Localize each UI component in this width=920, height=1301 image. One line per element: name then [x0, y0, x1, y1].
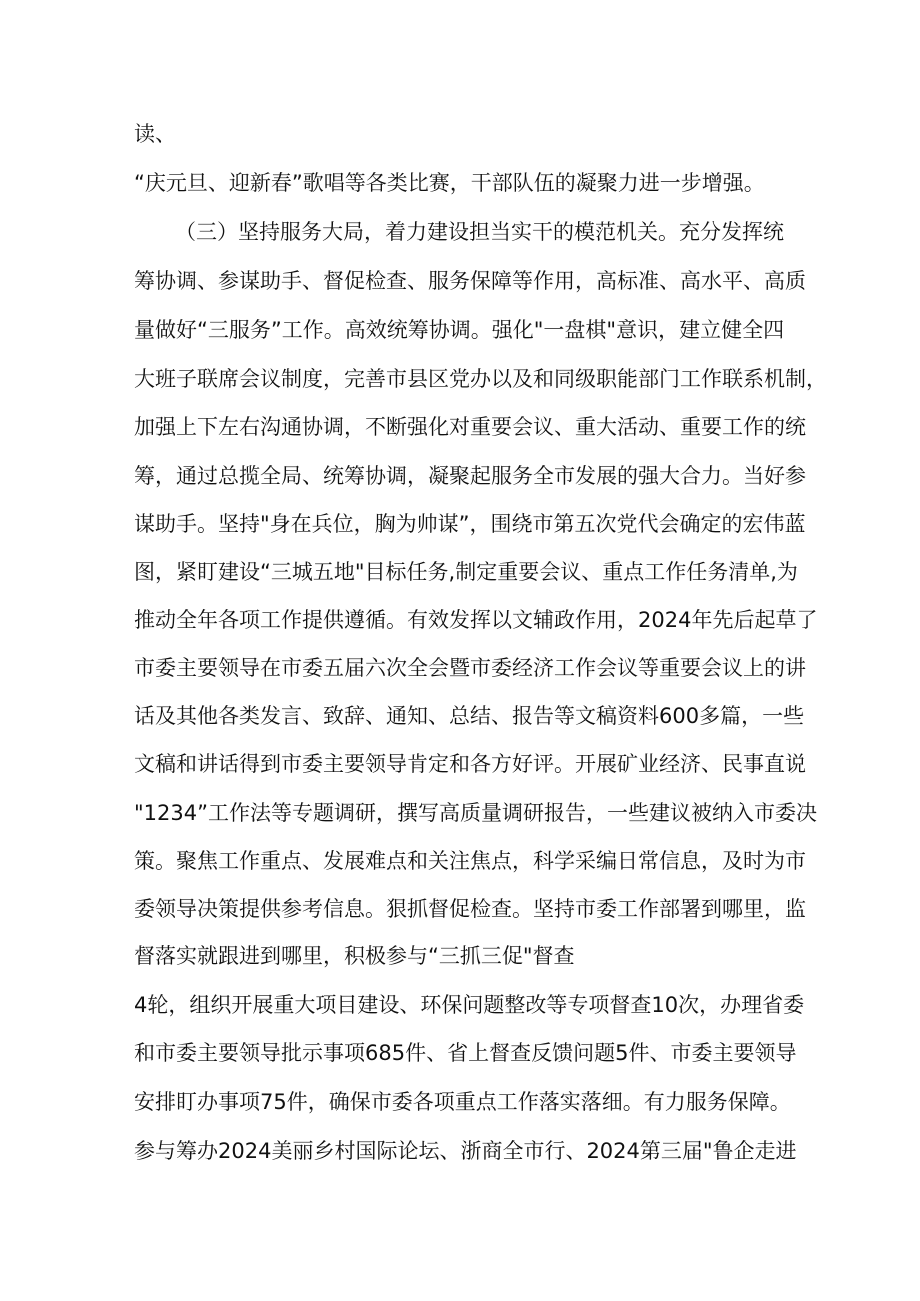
text-line: 推动全年各项工作提供遵循。有效发挥以文辅政作用，2024年先后起草了	[134, 608, 818, 632]
text-line: 加强上下左右沟通协调，不断强化对重要会议、重大活动、重要工作的统	[134, 415, 806, 439]
text-line: 话及其他各类发言、致辞、通知、总结、报告等文稿资料600多篇，一些	[134, 704, 805, 728]
text-line: 4轮，组织开展重大项目建设、环保问题整改等专项督查10次，办理省委	[134, 993, 805, 1017]
text-line: 安排盯办事项75件，确保市委各项重点工作落实落细。有力服务保障。	[134, 1090, 791, 1114]
text-line: 筹，通过总揽全局、统筹协调，凝聚起服务全市发展的强大合力。当好参	[134, 464, 806, 488]
text-line: 参与筹办2024美丽乡村国际论坛、浙商全市行、2024第三届"鲁企走进	[134, 1139, 797, 1163]
text-line: 和市委主要领导批示事项685件、省上督查反馈问题5件、市委主要领导	[134, 1041, 797, 1065]
text-line: 量做好“三服务”工作。高效统筹协调。强化"一盘棋"意识，建立健全四	[134, 318, 785, 342]
text-line: “庆元旦、迎新春”歌唱等各类比赛，干部队伍的凝聚力进一步增强。	[134, 171, 765, 195]
text-line: 市委主要领导在市委五届六次全会暨市委经济工作会议等重要会议上的讲	[134, 656, 806, 680]
text-line: （三）坚持服务大局，着力建设担当实干的模范机关。充分发挥统	[175, 220, 784, 244]
text-line: 文稿和讲话得到市委主要领导肯定和各方好评。开展矿业经济、民事直说	[134, 752, 806, 776]
text-line: 谋助手。坚持"身在兵位，胸为帅谋”，围绕市第五次党代会确定的宏伟蓝	[134, 512, 806, 536]
text-line: 大班子联席会议制度，完善市县区党办以及和同级职能部门工作联系机制，	[134, 367, 827, 391]
text-line: 读、	[134, 122, 176, 146]
text-line: "1234”工作法等专题调研，撰写高质量调研报告，一些建议被纳入市委决	[134, 801, 817, 825]
text-line: 策。聚焦工作重点、发展难点和关注焦点，科学采编日常信息，及时为市	[134, 849, 806, 873]
text-line: 督落实就跟进到哪里，积极参与“三抓三促"督查	[134, 944, 575, 968]
text-line: 图，紧盯建设“三城五地"目标任务,制定重要会议、重点工作任务清单,为	[134, 560, 798, 584]
text-line: 筹协调、参谋助手、督促检查、服务保障等作用，高标准、高水平、高质	[134, 269, 806, 293]
text-line: 委领导决策提供参考信息。狠抓督促检查。坚持市委工作部署到哪里，监	[134, 897, 806, 921]
